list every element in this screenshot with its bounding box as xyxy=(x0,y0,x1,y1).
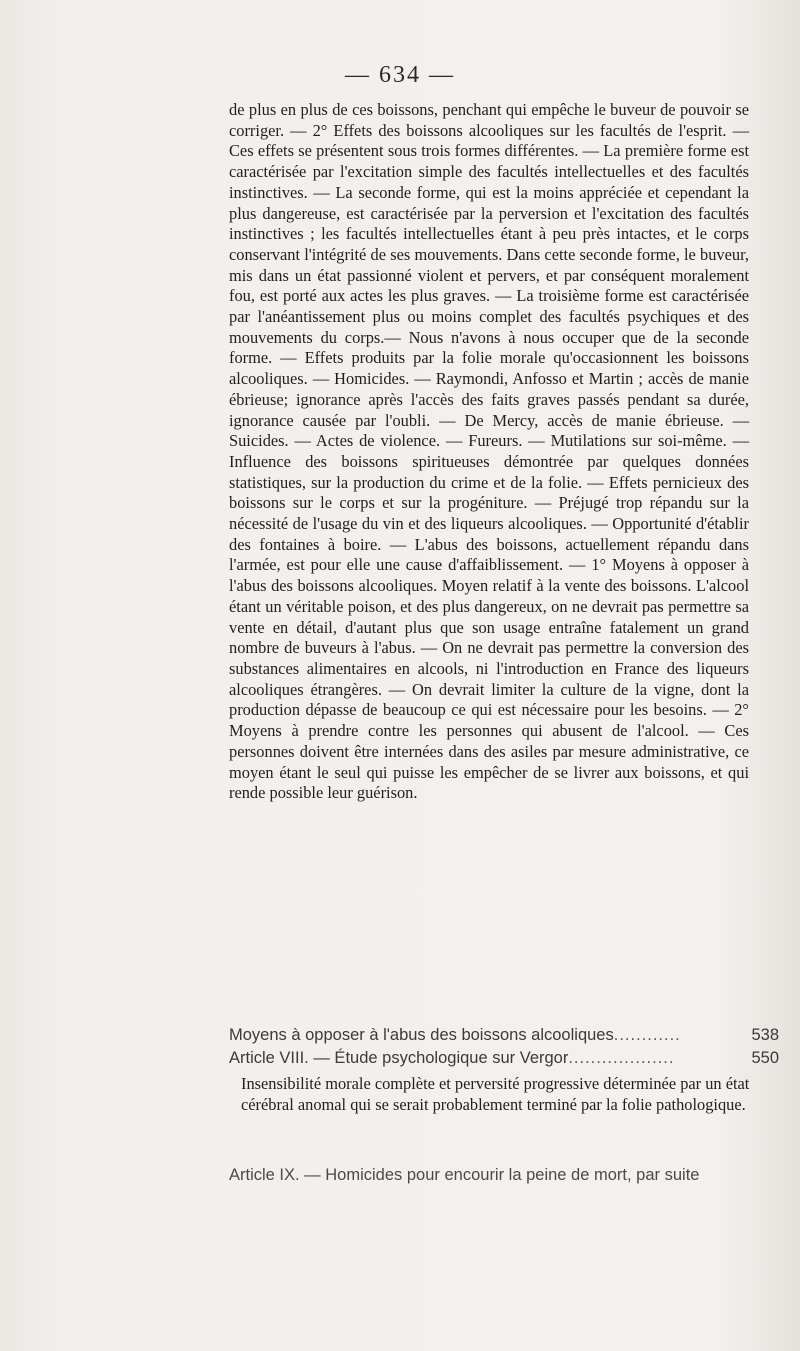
toc-entry-article-viii xyxy=(229,1049,779,1068)
toc-entry-article-ix: Article IX. — Homicides pour encourir la peine de mort, par suite xyxy=(229,1166,700,1184)
toc-entry-label: Article VIII. — Étude psychologique sur Vergor xyxy=(229,1049,569,1067)
toc-entry-label: Moyens à opposer à l'abus des boissons alcooliques xyxy=(229,1026,614,1044)
main-paragraph xyxy=(229,100,749,804)
toc-entry-moyens xyxy=(229,1026,779,1045)
toc-leader-dots: ................... xyxy=(568,1049,675,1067)
page-number-header: — 634 — xyxy=(345,62,455,88)
article-viii-summary: Insensibilité morale complète et perversité progressive déterminée par un état cérébral anomal qui se serait probablement terminé par la folie pathologique. xyxy=(241,1074,750,1114)
toc-page-number: 550 xyxy=(751,1049,779,1067)
toc-leader-dots: ............ xyxy=(613,1026,681,1044)
paragraph-text: de plus en plus de ces boissons, penchant qui empêche le buveur de pouvoir se corriger. — 2° Effets des boissons alcooliques sur les facultés de l'esprit. — Ces effets se présentent sous trois formes différentes. — La première forme est caractérisée par l'excitation simple des facultés intellectuelles et des facultés instinctives. — La seconde forme, qui est la moins appréciée et cependant la plus dangereuse, est caractérisée par la perversion et l'excitation des facultés instinctives ; les facultés intellectuelles étant à peu près intactes, et le corps conservant l'intégrité de ses mouvements. Dans cette seconde forme, le buveur, mis dans un état passionné violent et pervers, et par conséquent moralement fou, est porté aux actes les plus graves. — La troisième forme est caractérisée par l'anéantissement plus ou moins complet des facultés psychiques et des mouvements du corps.— Nous n'avons à nous occuper que de la seconde forme. — Effets produits par la folie morale qu'occasionnent les boissons alcooliques. — Homicides. — Raymondi, Anfosso et Martin ; accès de manie ébrieuse; ignorance après l'accès des faits graves passés pendant sa durée, ignorance causée par l'oubli. — De Mercy, accès de manie ébrieuse. — Suicides. — Actes de violence. — Fureurs. — Mutilations sur soi-même. — Influence des boissons spiritueuses démontrée par quelques données statistiques, sur la production du crime et de la folie. — Effets pernicieux des boissons sur le corps et sur la progéniture. — Préjugé trop répandu sur la nécessité de l'usage du vin et des liqueurs alcooliques. — Opportunité d'établir des fontaines à boire. — L'abus des boissons, actuellement répandu dans l'armée, est pour elle une cause d'affaiblissement. — 1° Moyens à opposer à l'abus des boissons alcooliques. Moyen relatif à la vente des boissons. L'alcool étant un véritable poison, et des plus dangereux, on ne devrait pas permettre sa vente en détail, d'autant plus que son usage entraîne fatalement un grand nombre de buveurs à l'abus. — On ne devrait pas permettre la conversion des substances alimentaires en alcools, ni l'introduction en France des liqueurs alcooliques étrangères. — On devrait limiter la culture de la vigne, dont la production dépasse de beaucoup ce qui est nécessaire pour les besoins. — 2° Moyens à prendre contre les personnes qui abusent de l'alcool. — Ces personnes doivent être internées dans des asiles par mesure administrative, ce moyen étant le seul qui puisse les empêcher de se livrer aux boissons, et qui rende possible leur guérison. xyxy=(229,100,749,803)
toc-page-number: 538 xyxy=(751,1026,779,1044)
